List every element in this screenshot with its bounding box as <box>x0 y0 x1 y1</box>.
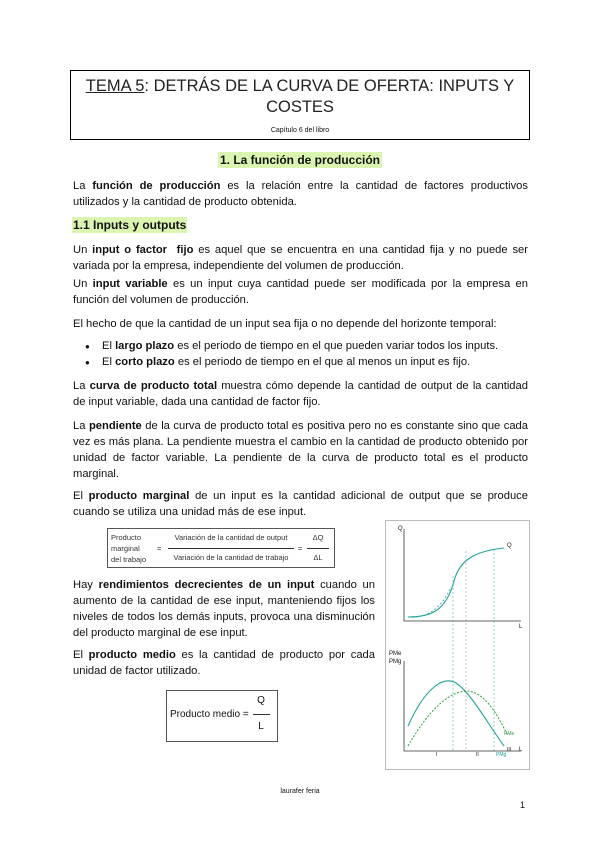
formula-delta-l: ΔL <box>313 553 323 562</box>
pmg-curve <box>408 681 504 746</box>
bullet-before: El <box>102 355 116 368</box>
bottom-x-label: L <box>519 747 523 753</box>
top-y-label: Q <box>398 526 403 532</box>
dim-term: rendimientos decrecientes de un input <box>98 579 315 591</box>
variable-after: es un input cuya cantidad puede ser modificada por la empresa en función del volumen de producción. <box>73 278 528 306</box>
marginal-before: El <box>73 490 89 502</box>
pmg-label: PMg <box>496 752 507 758</box>
dim-before: Hay <box>73 579 99 591</box>
fixed-input-paragraph <box>73 242 528 274</box>
tema-label: TEMA 5 <box>85 77 145 95</box>
bullet-before: El <box>102 340 116 352</box>
subtitle: Capítulo 6 del libro <box>270 127 330 134</box>
avg-before: El <box>73 649 89 661</box>
bullet-after: es el periodo de tiempo en el que al menos un input es fijo. <box>174 355 471 368</box>
variable-before: Un <box>73 278 93 290</box>
horizon-paragraph: El hecho de que la cantidad de un input sea fija o no depende del horizonte temporal: <box>73 318 497 330</box>
document-title <box>71 76 529 118</box>
top-curve-label: Q <box>507 543 512 549</box>
intro-after: es la relación entre la cantidad de factores productivos utilizados y la cantidad de producto obtenida. <box>73 180 528 208</box>
formula-equals: = <box>157 544 162 553</box>
bullet-term: largo plazo <box>115 340 175 352</box>
diminishing-returns-paragraph <box>73 577 375 641</box>
title-text: : DETRÁS DE LA CURVA DE OFERTA: INPUTS Y <box>144 77 515 95</box>
dim-after: cuando un aumento de la cantidad de ese input, manteniendo fijos los niveles de todos los demás inputs, provoca una disminución del producto marginal de ese input. <box>73 579 375 639</box>
list-item <box>80 355 525 371</box>
axis-label-3: III <box>507 747 512 753</box>
slope-after: de la curva de producto total es positiva pero no es constante sino que cada vez es más plana. La pendiente muestra el cambio en la cantidad de producto obtenido por unidad de factor variable. La pendiente de la curva de producto total es el producto marginal. <box>73 420 528 480</box>
fraction-line <box>168 548 294 549</box>
formula-equals-2: = <box>298 544 303 553</box>
tp-after: muestra cómo depende la cantidad de output de la cantidad de input variable, dada una cantidad de factor fijo. <box>73 380 528 408</box>
formula2-den: L <box>258 721 264 732</box>
tp-before: La <box>73 380 90 392</box>
plazo-list <box>80 339 525 370</box>
axis-label-2: II <box>476 752 479 758</box>
axis-label-1: I <box>436 752 438 758</box>
production-graph <box>385 520 530 770</box>
section-1-heading: 1. La función de producción <box>219 153 380 167</box>
formula-delta-q: ΔQ <box>312 533 324 542</box>
section-1-1 <box>72 216 187 234</box>
marginal-paragraph <box>73 488 528 520</box>
marginal-after: de un input es la cantidad adicional de output que se produce cuando se utiliza una unidad más de ese input. <box>73 490 529 518</box>
list-item <box>80 339 525 355</box>
page-number: 1 <box>520 800 526 810</box>
total-product-paragraph <box>73 378 528 410</box>
marginal-term: producto marginal <box>88 490 190 502</box>
average-product-formula <box>166 690 278 742</box>
avg-term: producto medio <box>88 649 176 661</box>
bullet-after: es el periodo de tiempo en el que pueden variar todos los inputs. <box>174 340 499 352</box>
formula2-lhs: Producto medio = <box>170 709 249 720</box>
slope-term: pendiente <box>88 420 142 432</box>
bottom-y-label-1: PMe <box>389 651 402 657</box>
variable-input-paragraph <box>73 276 528 308</box>
section-1 <box>0 151 600 169</box>
section-1-1-heading: 1.1 Inputs y outputs <box>73 218 187 232</box>
variable-term: input variable <box>92 278 168 290</box>
formula-lhs-2: marginal <box>111 544 140 553</box>
title-box <box>70 70 530 140</box>
slope-before: La <box>73 420 89 432</box>
tp-term: curva de producto total <box>89 380 218 392</box>
bottom-y-label-2: PMg <box>389 659 402 665</box>
fixed-before: Un <box>73 244 93 256</box>
fixed-after: es aquel que se encuentra en una cantidad fija y no puede ser variada por la empresa, independiente del volumen de producción. <box>73 244 528 272</box>
formula-lhs-1: Producto <box>111 533 142 542</box>
marginal-product-formula <box>107 528 335 568</box>
intro-paragraph <box>73 178 528 210</box>
intro-term: función de producción <box>92 180 221 192</box>
avg-after: es la cantidad de producto por cada unidad de factor utilizado. <box>73 649 375 677</box>
fixed-term: input o factor fijo <box>92 244 194 256</box>
pme-label: PMe <box>504 731 515 737</box>
formula2-num: Q <box>257 695 265 706</box>
fraction-line <box>307 548 329 549</box>
formula-lhs-3: del trabajo <box>111 555 147 564</box>
total-product-curve <box>408 548 504 617</box>
slope-paragraph <box>73 418 528 482</box>
intro-before: La <box>73 180 93 192</box>
formula-numerator: Variación de la cantidad de output <box>174 533 288 542</box>
footer-author: laurafer feria <box>280 788 320 795</box>
bullet-term: corto plazo <box>115 355 175 368</box>
formula-denominator: Variación de la cantidad de trabajo <box>173 553 289 562</box>
fraction-line <box>253 714 270 715</box>
top-x-label: L <box>519 624 523 630</box>
average-product-paragraph <box>73 647 375 679</box>
title-line2: COSTES <box>266 98 334 116</box>
